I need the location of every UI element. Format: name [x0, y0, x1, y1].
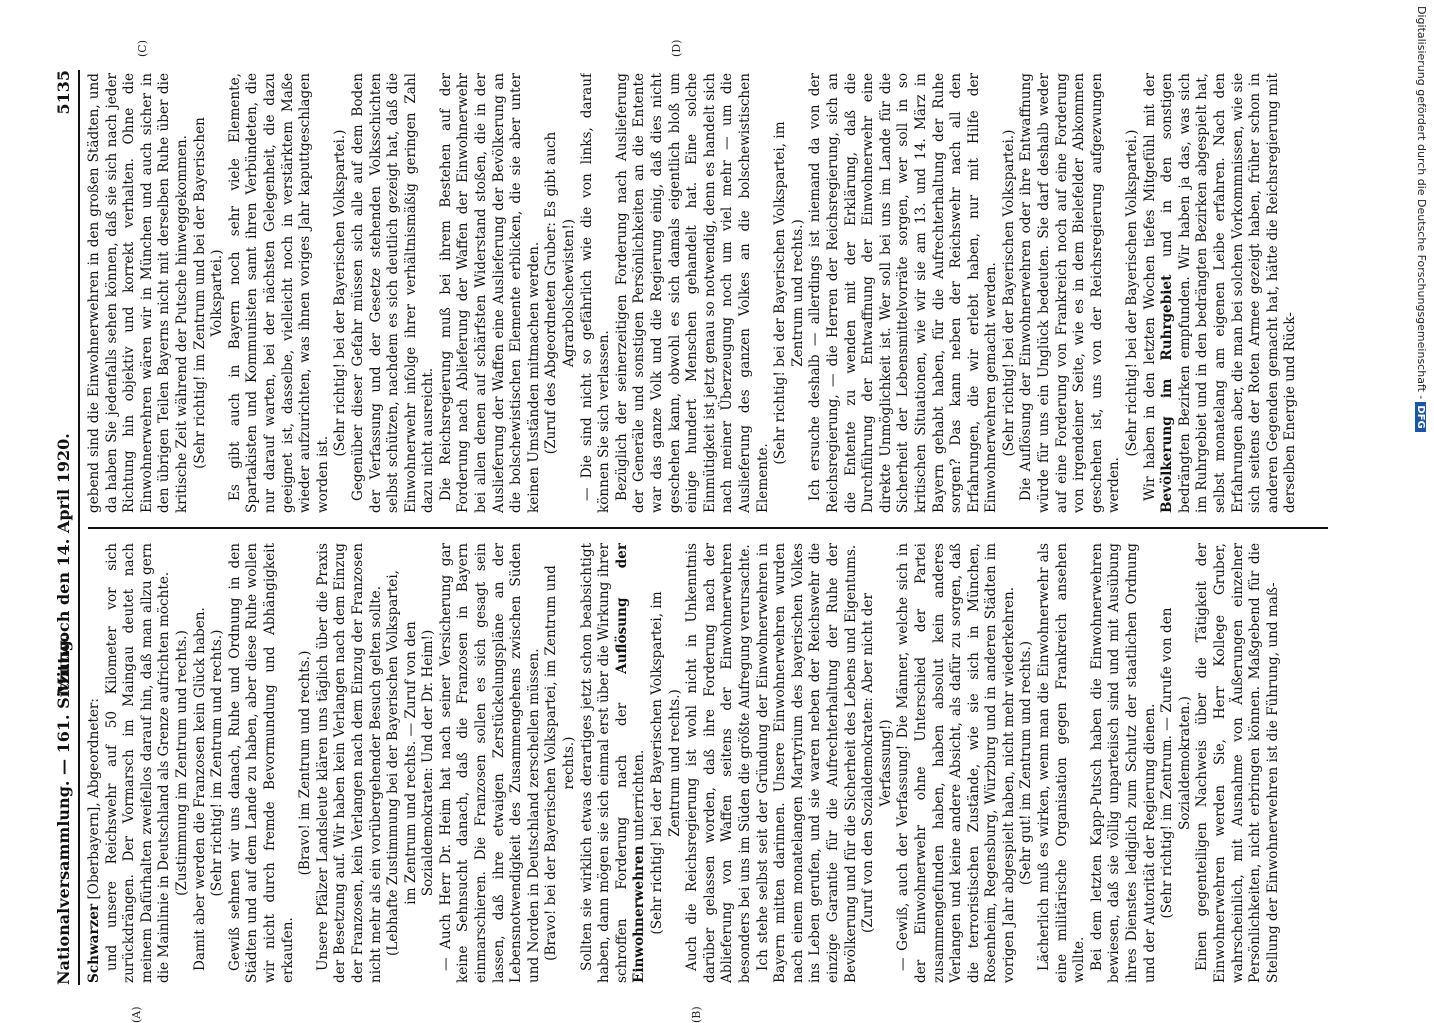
paragraph: Gegenüber dieser Gefahr müssen sich alle auf dem Boden der Verfassung und der Gesetze stehenden Volksschichten selbst schützen, nachdem es sich deutlich gezeigt hat, daß die Einwohnerwehr infolge ihrer verhältnismäßig geringen Zahl dazu nicht ausreicht.	[349, 73, 437, 513]
paragraph: Einen gegenteiligen Nachweis über die Tätigkeit der Einwohnerwehren werden Sie, Herr Kollege Gruber, wahrscheinlich, mit Ausnahme von Äußerungen einzelner Persönlichkeiten, nicht erbringen können. Maßgebend für die Stellung der Einwohnerwehren ist die Führung, und maß-	[1194, 543, 1281, 983]
interjection: (Lebhafte Zustimmung bei der Bayerischen Volkspartei, im Zentrum und rechts. — Zuruf von den Sozialdemokraten: Und der Dr. Heim!)	[385, 570, 437, 957]
paragraph: Auch die Reichsregierung ist wohl nicht in Unkenntnis darüber gelassen worden, daß ihre Forderung nach der Ablieferung von Waffen seitens der Einwohnerwehren besonders bei uns im Süden die größte Aufregung verursachte.	[684, 543, 753, 983]
credit-text: Digitalisierung gefördert durch die Deutsche Forschungsgemeinschaft -	[1415, 6, 1428, 400]
interjection: (Sehr richtig! bei der Bayerischen Volkspartei, im Zentrum und rechts.)	[649, 591, 683, 935]
interjection: (Sehr richtig! bei der Bayerischen Volkspartei.)	[1000, 129, 1017, 457]
page-header	[54, 70, 76, 985]
paragraph: Die Auflösung der Einwohnerwehren oder ihre Entwaffnung würde für uns ein Unglück bedeuten. Sie darf deshalb weder auf eine Forderung von Frankreich noch auf eine Forderung von irgendeiner Seite, wie es in dem Bielefelder Abkommen geschehen ist, uns von der Reichsregierung aufgezwungen werden.	[1018, 73, 1123, 513]
interjection: (Sehr richtig! bei der Bayerischen Volkspartei, im Zentrum und rechts.)	[772, 121, 806, 465]
margin-mark-c: (C)	[136, 40, 149, 57]
interjection: (Bravo! bei der Bayerischen Volkspartei, im Zentrum und rechts.)	[543, 565, 578, 961]
column-divider	[88, 527, 1328, 529]
dfg-logo: DFG	[1415, 402, 1426, 431]
paragraph	[579, 543, 649, 983]
rotated-document	[50, 39, 1340, 1023]
paragraph-text: und in den sonstigen bedrängten Bezirken empfunden. Wir haben ja das, was sich im Ruhrgebiet und in den bedrängten Bezirken abgespielt hat, selbst monatelang am eigenen Leibe erfahren. Nach den Erfahrungen aber, die man bei solchen Vorkommnissen, wie sie sich seitens der Roten Armee gezeigt haben, früher schon in anderen Gegenden gemacht hat, hätte die Reichsregierung mit derselben Energie und Rück-	[1159, 73, 1299, 513]
interjection: (Sehr richtig! im Zentrum und rechts.)	[209, 629, 226, 897]
interjection: (Sehr richtig! bei der Bayerischen Volkspartei.)	[1124, 129, 1141, 457]
paragraph: — Auch Herr Dr. Heim hat nach seiner Versicherung gar keine Sehnsucht danach, daß die Franzosen in Bayern einmarschieren. Die Franzosen sollen es sich gesagt sein lassen, daß ihre etwaigen Zerstückelungspläne an der Lebensnotwendigkeit des Zusammengehens zwischen Süden und Norden in Deutschland zerschellen müssen.	[437, 543, 542, 983]
speaker-line	[86, 543, 104, 983]
left-column	[86, 543, 1331, 983]
header-left: Nationalversammlung. — 161. Sitzung.	[54, 634, 73, 985]
speaker-note: [Oberbayern], Abgeordneter:	[86, 698, 102, 904]
paragraph	[1142, 73, 1300, 513]
paragraph: Ich ersuche deshalb — allerdings ist niemand da von der Reichsregierung, — die Herren der Reichsregierung, sich an die Entente zu wenden mit der Erklärung, daß die Durchführung der Entwaffnung der Einwohnerwehr eine direkte Unmöglichkeit ist. Wer soll bei uns im Lande für die Sicherheit der Lebensmittelvorräte sorgen, wer soll in so kritischen Situationen, wie wir sie am 13. und 14. März in Bayern gehabt haben, für die Aufrechterhaltung der Ruhe sorgen? Das kann neben der Reichswehr nach all den Erfahrungen, die wir erlebt haben, nur mit Hilfe der Einwohnerwehren gemacht werden.	[807, 73, 1000, 513]
right-column	[86, 73, 1331, 513]
interjection: (Bravo! im Zentrum und rechts.)	[297, 650, 314, 876]
interjection: (Zustimmung im Zentrum und rechts.)	[173, 630, 190, 896]
interjection: (Sehr richtig! im Zentrum und bei der Bayerischen Volkspartei.)	[191, 117, 226, 469]
emphasis-text: Bevölkerung im Ruhrgebiet	[1159, 274, 1176, 513]
header-date: Mittwoch den 14. April 1920.	[54, 433, 73, 695]
paragraph: gebend sind die Einwohnerwehren in den großen Städten, und da haben Sie jedenfalls sehen können, daß sie sich nach jeder Richtung hin objektiv und korrekt verhalten. Ohne die Einwohnerwehren wären wir in München und auch sicher in den übrigen Teilen Bayerns nicht mit derselben Ruhe über die kritische Zeit während der Putsche hinweggekommen.	[86, 73, 190, 513]
paragraph: Die Reichsregierung muß bei ihrem Bestehen auf der Forderung nach Ablieferung der Waffen der Einwohnerwehr bei allen denen auf schärfsten Widerstand stoßen, die in der Auslieferung der Waffen eine Auslieferung der Bevölkerung an die bolschewistischen Elemente erblicken, die sie aber unter keinen Umständen mitmachen werden.	[437, 73, 542, 513]
paragraph: Bei dem letzten Kapp-Putsch haben die Einwohnerwehren bewiesen, daß sie völlig unparteiisch sind und mit Ausübung ihres Dienstes lediglich zum Schutz der staatlichen Ordnung und der Autorität der Regierung dienen.	[1088, 543, 1158, 983]
paragraph: und unsere Reichswehr auf 50 Kilometer vor sich zurückdrängen. Der Vormarsch im Maingau deutet nach meinem Dafürhalten zweifellos darauf hin, daß man allzu gern die Mainlinie in Deutschland als Grenze aufrichten möchte.	[103, 543, 173, 983]
interjection: (Sehr richtig! im Zentrum. — Zurufe von den Sozialdemokraten.)	[1159, 607, 1193, 919]
header-rule	[78, 70, 80, 985]
margin-mark-d: (D)	[670, 39, 683, 57]
page-number: 5135	[54, 70, 73, 115]
paragraph: Ich stehe selbst seit der Gründung der Einwohnerwehren in Bayern mitten darinnen. Unsere Einwohnerwehren wurden nach einem monatelangen Martyrium des bayerischen Volkes ins Leben gerufen, und sie waren neben der Reichswehr die einzige Garantie für die Aufrechterhaltung der Ruhe der Bevölkerung und für die Sicherheit des Lebens und Eigentums.	[754, 543, 859, 983]
paragraph: — Gewiß, auch der Verfassung! Die Männer, welche sich in der Einwohnerwehr ohne Unterschied der Partei zusammengefunden haben, haben absolut kein anderes Verlangen und keine andere Absicht, als dafür zu sorgen, daß die terroristischen Zustände, wie sie sich in München, Rosenheim, Regensburg, Würzburg und in anderen Städten im vorigen Jahr abgespielt haben, nicht mehr wiederkehren.	[895, 543, 1017, 983]
margin-mark-a: (A)	[130, 1006, 143, 1023]
paragraph-text: Sollten sie wirklich etwas derartiges jetzt schon beabsichtigt haben, dann mögen sie sich einmal erst über die Wirkung ihrer schroffen Forderung nach der	[578, 543, 630, 983]
interjection: (Sehr richtig! bei der Bayerischen Volkspartei.)	[332, 129, 349, 457]
paragraph-text: unterrichten.	[631, 749, 648, 846]
paragraph: — Die sind nicht so gefährlich wie die von links, darauf können Sie sich verlassen.	[578, 73, 613, 513]
interjection: (Zuruf des Abgeordneten Gruber: Es gibt auch Agrarbolschewisten!)	[543, 131, 578, 455]
paragraph: Bezüglich der seinerzeitigen Forderung nach Auslieferung der Generäle und sonstigen Persönlichkeiten an die Entente war das ganze Volk und die Regierung einig, daß dies nicht geschehen kann, obwohl es sich damals eigentlich bloß um einige hundert Menschen gehandelt hat. Eine solche Einmütigkeit ist jetzt genau so notwendig, denn es handelt sich nach meiner Überzeugung noch um viel mehr — um die Auslieferung des ganzen Volkes an die bolschewistischen Elemente.	[613, 73, 771, 513]
interjection: (Sehr gut! im Zentrum und rechts.)	[1018, 640, 1035, 886]
speaker-name: Schwarzer	[86, 903, 102, 983]
emphasis-text: Auflösung der Einwohnerwehren	[613, 543, 648, 983]
digitization-credit	[1412, 6, 1428, 996]
margin-mark-b: (B)	[690, 1006, 703, 1023]
paragraph-text: Wir haben in den letzten Wochen tiefes Mitgefühl mit der	[1141, 73, 1158, 501]
paragraph: Es gibt auch in Bayern noch sehr viele Elemente, Spartakisten und Kommunisten samt ihren Verbündeten, die nur darauf warten, bei der nächsten Gelegenheit, die dazu geeignet ist, dasselbe, vielleicht noch in verstärktem Maße wieder aufzurichten, was ihnen voriges Jahr kaputtgeschlagen worden ist.	[226, 73, 331, 513]
paragraph: Gewiß sehnen wir uns danach, Ruhe und Ordnung in den Städten und auf dem Lande zu haben, aber diese Ruhe wollen wir nicht durch fremde Bevormundung und Abhängigkeit erkaufen.	[226, 543, 296, 983]
interjection: (Zuruf von den Sozialdemokraten: Aber nicht der Verfassung!)	[860, 592, 894, 934]
paragraph: Unsere Pfälzer Landsleute klären uns täglich über die Praxis der Besetzung auf. Wir haben kein Verlangen nach dem Einzug der Franzosen, kein Verlangen nach dem Einzug der Franzosen nicht mehr als ein vorübergehender Besuch gelten sollte.	[314, 543, 384, 983]
paragraph: Damit aber werden die Franzosen kein Glück haben.	[191, 607, 208, 971]
paragraph: Lächerlich muß es wirken, wenn man die Einwohnerwehr als eine militärische Organisation gegen Frankreich ansehen wollte.	[1036, 543, 1088, 983]
